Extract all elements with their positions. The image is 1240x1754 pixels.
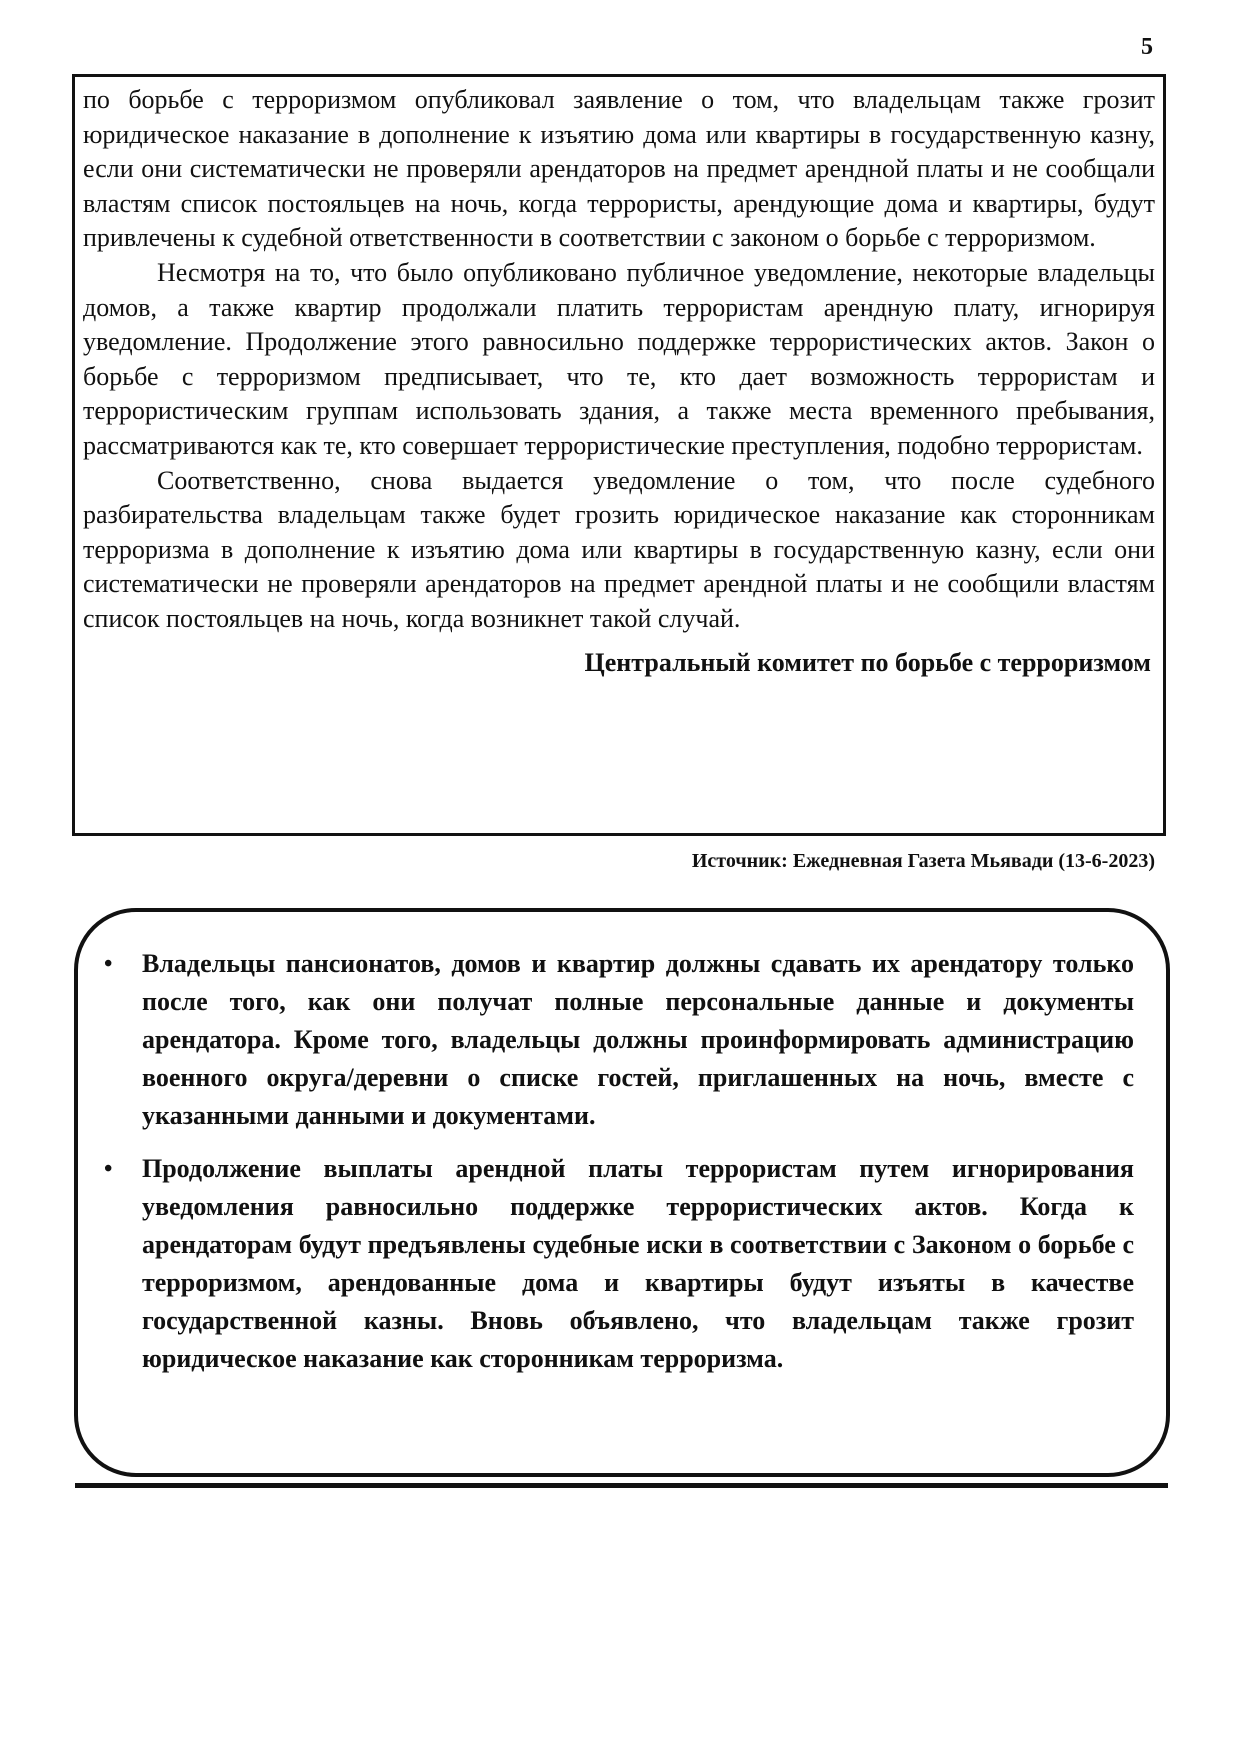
summary-item-text: Владельцы пансионатов, домов и квартир должны сдавать их арендатору только после того, как они получат полные персональные данные и документы арендатора. Кроме того, владельцы должны проинформировать администрацию военного округа/деревни о списке гостей, приглашенных на ночь, вместе с указанными данными и документами. — [142, 949, 1134, 1130]
article-paragraph-2: Несмотря на то, что было опубликовано публичное уведомление, некоторые владельцы домов, а также квартир продолжали платить террористам арендную плату, игнорируя уведомление. Продолжение этого равносильно поддержке террористических актов. Закон о борьбе с терроризмом предписывает, что те, кто дает возможность террористам и террористическим группам использовать здания, а также места временного пребывания, рассматриваются как те, кто совершает террористические преступления, подобно террористам. — [83, 257, 1155, 460]
source-citation: Источник: Ежедневная Газета Мьявади (13-6-2023) — [691, 850, 1155, 872]
summary-box — [74, 908, 1170, 1477]
summary-item — [100, 945, 1134, 1135]
bullet-icon: • — [104, 1156, 113, 1182]
article-paragraph-3: Соответственно, снова выдается уведомление о том, что после судебного разбирательства владельцам также будет грозить юридическое наказание как сторонникам терроризма в дополнение к изъятию дома или квартиры в государственную казну, если они систематически не проверяли арендаторов на предмет арендной платы и не сообщили властям список постояльцев на ночь, когда возникнет такой случай. — [83, 465, 1155, 633]
article-paragraph-1: по борьбе с терроризмом опубликовал заявление о том, что владельцам также грозит юридическое наказание в дополнение к изъятию дома или квартиры в государственную казну, если они систематически не проверяли арендаторов на предмет арендной платы и не сообщали властям список постояльцев на ночь, когда террористы, арендующие дома и квартиры, будут привлечены к судебной ответственности в соответствии с законом о борьбе с терроризмом. — [83, 85, 1155, 253]
article-box — [72, 74, 1166, 836]
summary-item — [100, 1150, 1134, 1378]
page-number: 5 — [1141, 34, 1153, 60]
article-signature: Центральный комитет по борьбе с терроризмом — [584, 647, 1151, 677]
bottom-divider — [75, 1483, 1168, 1488]
bullet-icon: • — [104, 951, 113, 977]
summary-list — [100, 945, 1134, 1378]
summary-item-text: Продолжение выплаты арендной платы террористам путем игнорирования уведомления равносильно поддержке террористических актов. Когда к арендаторам будут предъявлены судебные иски в соответствии с Законом о борьбе с терроризмом, арендованные дома и квартиры будут изъяты в качестве государственной казны. Вновь объявлено, что владельцам также грозит юридическое наказание как сторонникам терроризма. — [142, 1154, 1134, 1373]
